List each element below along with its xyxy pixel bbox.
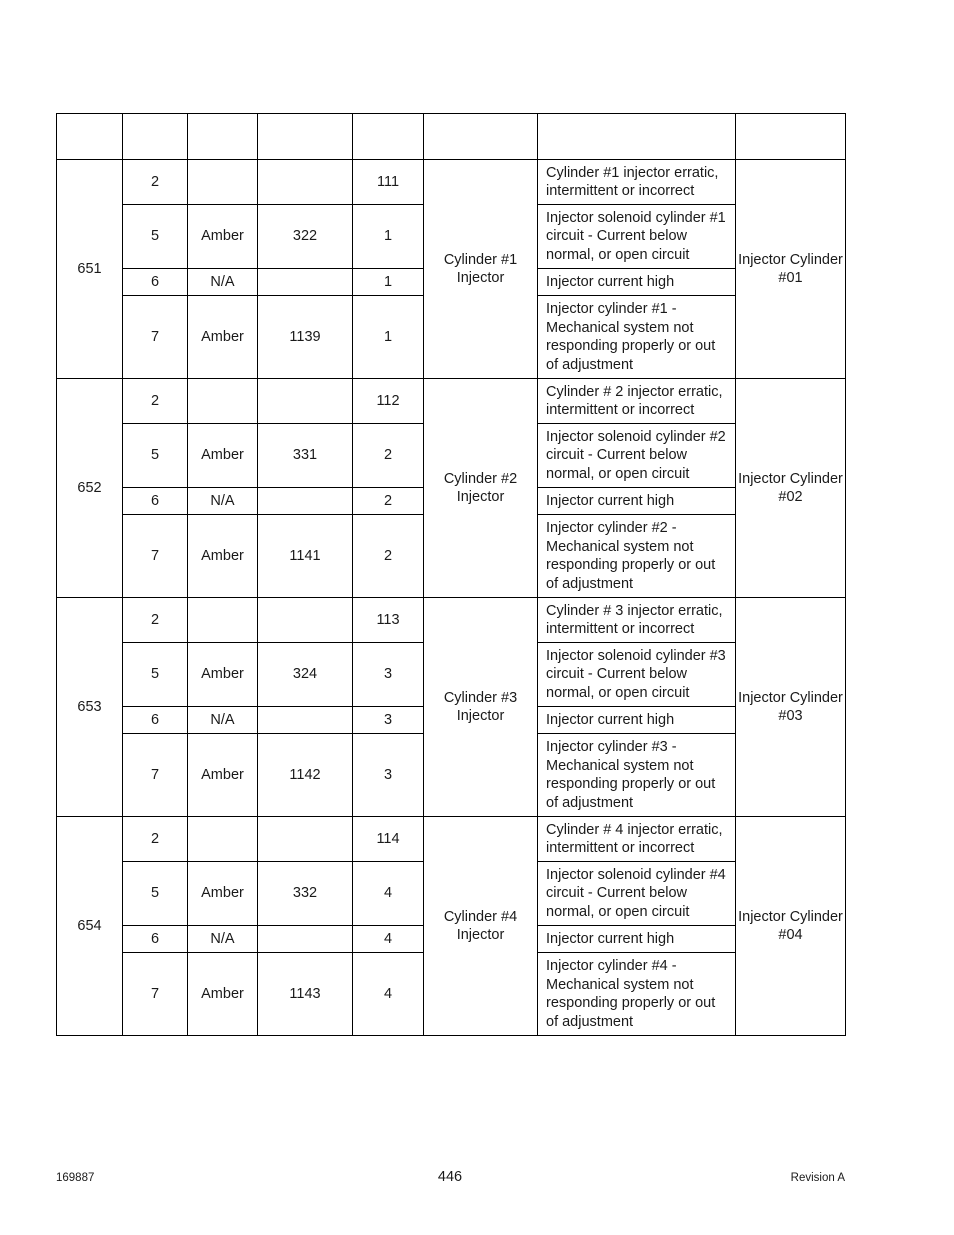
fmi-cell: 2 [123,598,188,643]
spn-cell [258,488,353,515]
fmi-cell: 7 [123,515,188,598]
table-header-row [57,114,846,160]
spn-cell: 1141 [258,515,353,598]
ref-cell: 1 [353,269,424,296]
spn-cell [258,707,353,734]
header-cell [258,114,353,160]
spn-cell [258,160,353,205]
table-row [57,160,846,205]
description-cell: Injector cylinder #2 - Mechanical system not responding properly or out of adjustment [538,515,736,598]
spn-cell [258,926,353,953]
spn-cell: 1142 [258,734,353,817]
lamp-cell: N/A [188,926,258,953]
header-cell [123,114,188,160]
ref-cell: 113 [353,598,424,643]
fmi-cell: 6 [123,488,188,515]
revision-label: Revision A [790,1172,845,1184]
description-cell: Injector solenoid cylinder #1 circuit - Current below normal, or open circuit [538,205,736,269]
spn-cell: 332 [258,862,353,926]
ref-cell: 3 [353,707,424,734]
lamp-cell: Amber [188,734,258,817]
ref-cell: 4 [353,953,424,1036]
fmi-cell: 5 [123,643,188,707]
ref-cell: 4 [353,862,424,926]
fmi-cell: 7 [123,296,188,379]
lamp-cell: Amber [188,643,258,707]
code-cell: 651 [57,160,123,379]
name-cell: Injector Cylinder #02 [736,379,846,598]
header-cell [736,114,846,160]
ref-cell: 3 [353,643,424,707]
lamp-cell: Amber [188,862,258,926]
fmi-cell: 2 [123,817,188,862]
spn-cell: 1139 [258,296,353,379]
fmi-cell: 6 [123,707,188,734]
page-number: 446 [437,1169,463,1185]
ref-cell: 111 [353,160,424,205]
fmi-cell: 5 [123,862,188,926]
ref-cell: 2 [353,515,424,598]
lamp-cell: Amber [188,515,258,598]
ref-cell: 2 [353,424,424,488]
lamp-cell: Amber [188,205,258,269]
component-cell: Cylinder #2 Injector [424,379,538,598]
ref-cell: 2 [353,488,424,515]
header-cell [538,114,736,160]
lamp-cell: N/A [188,707,258,734]
code-cell: 652 [57,379,123,598]
description-cell: Injector cylinder #4 - Mechanical system not responding properly or out of adjustment [538,953,736,1036]
lamp-cell: Amber [188,424,258,488]
fault-code-table [56,113,846,1036]
ref-cell: 1 [353,205,424,269]
description-cell: Cylinder #1 injector erratic, intermittent or incorrect [538,160,736,205]
ref-cell: 1 [353,296,424,379]
description-cell: Injector current high [538,488,736,515]
code-cell: 654 [57,817,123,1036]
description-cell: Injector solenoid cylinder #2 circuit - Current below normal, or open circuit [538,424,736,488]
description-cell: Injector solenoid cylinder #3 circuit - Current below normal, or open circuit [538,643,736,707]
component-cell: Cylinder #3 Injector [424,598,538,817]
table-row [57,817,846,862]
header-cell [353,114,424,160]
fault-code-table-container [56,113,845,1036]
lamp-cell: N/A [188,488,258,515]
ref-cell: 4 [353,926,424,953]
code-cell: 653 [57,598,123,817]
lamp-cell: Amber [188,296,258,379]
description-cell: Injector current high [538,926,736,953]
name-cell: Injector Cylinder #04 [736,817,846,1036]
description-cell: Cylinder # 4 injector erratic, intermittent or incorrect [538,817,736,862]
description-cell: Injector cylinder #3 - Mechanical system not responding properly or out of adjustment [538,734,736,817]
description-cell: Cylinder # 2 injector erratic, intermittent or incorrect [538,379,736,424]
fmi-cell: 5 [123,205,188,269]
fmi-cell: 6 [123,269,188,296]
lamp-cell: Amber [188,953,258,1036]
lamp-cell [188,598,258,643]
description-cell: Injector solenoid cylinder #4 circuit - Current below normal, or open circuit [538,862,736,926]
component-cell: Cylinder #4 Injector [424,817,538,1036]
lamp-cell [188,160,258,205]
document-number: 169887 [56,1172,95,1184]
description-cell: Injector current high [538,269,736,296]
spn-cell: 331 [258,424,353,488]
fmi-cell: 5 [123,424,188,488]
header-cell [57,114,123,160]
table-row [57,598,846,643]
description-cell: Cylinder # 3 injector erratic, intermittent or incorrect [538,598,736,643]
fmi-cell: 2 [123,160,188,205]
spn-cell [258,817,353,862]
header-cell [424,114,538,160]
fmi-cell: 6 [123,926,188,953]
name-cell: Injector Cylinder #01 [736,160,846,379]
table-row [57,379,846,424]
spn-cell [258,598,353,643]
component-cell: Cylinder #1 Injector [424,160,538,379]
description-cell: Injector cylinder #1 - Mechanical system not responding properly or out of adjustment [538,296,736,379]
ref-cell: 114 [353,817,424,862]
description-cell: Injector current high [538,707,736,734]
header-cell [188,114,258,160]
name-cell: Injector Cylinder #03 [736,598,846,817]
fmi-cell: 2 [123,379,188,424]
fmi-cell: 7 [123,953,188,1036]
lamp-cell [188,379,258,424]
fmi-cell: 7 [123,734,188,817]
spn-cell: 322 [258,205,353,269]
spn-cell [258,269,353,296]
spn-cell: 324 [258,643,353,707]
lamp-cell: N/A [188,269,258,296]
spn-cell [258,379,353,424]
ref-cell: 112 [353,379,424,424]
spn-cell: 1143 [258,953,353,1036]
lamp-cell [188,817,258,862]
ref-cell: 3 [353,734,424,817]
